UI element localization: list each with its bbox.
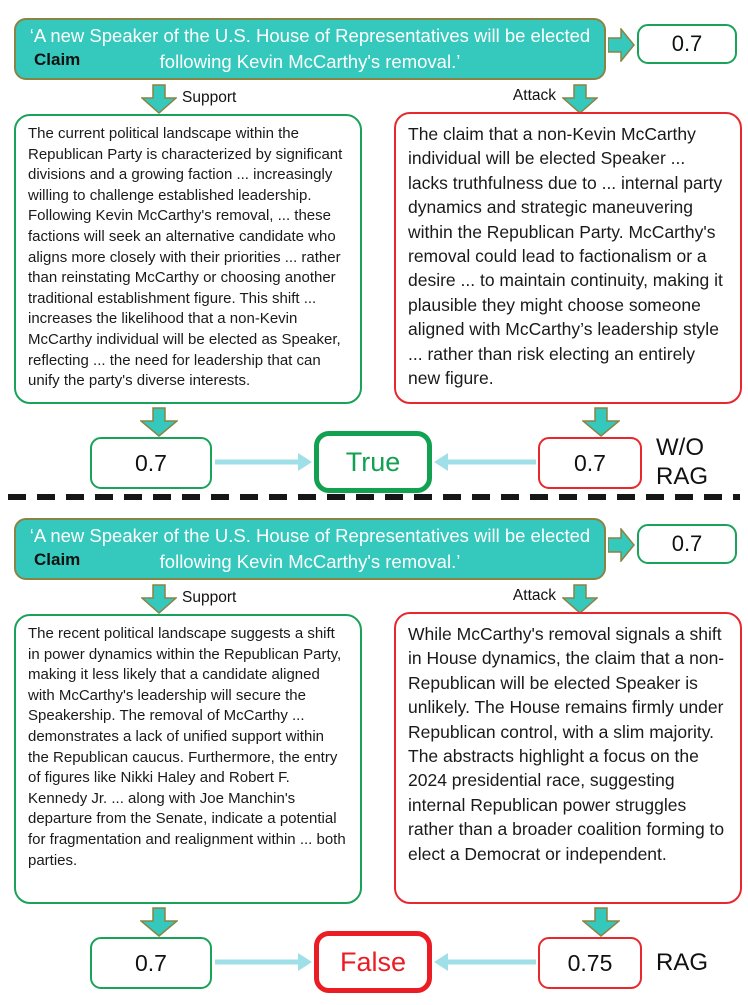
support-label: Support <box>182 89 237 106</box>
claim-text: ‘A new Speaker of the U.S. House of Representatives will be elected following Kevin McCarthy's removal.’ <box>29 525 591 572</box>
attack-arrow-icon <box>562 84 598 114</box>
mode-label: W/O RAG <box>656 434 709 490</box>
claim-score-arrow-icon <box>608 528 635 562</box>
support-score-down-arrow-icon <box>140 907 178 937</box>
support-to-verdict-arrow-icon <box>215 453 312 471</box>
claim-score-box: 0.7 <box>637 524 737 564</box>
verdict-box: True <box>314 431 432 493</box>
support-argument-box: The recent political landscape suggests a shift in power dynamics within the Republican Party, making it less likely that a candidate aligned with McCarthy's leadership will secure the Speakership. The removal of McCarthy ... demonstrates a lack of unified support within the Republican caucus. Furthermore, the entry of figures like Nikki Haley and Robert F. Kennedy Jr. ... along with Joe Manchin's departure from the Senate, indicate a potential for fragmentation and realignment within ... both parties. <box>14 614 362 904</box>
support-to-verdict-arrow-icon <box>215 953 312 971</box>
support-score-down-arrow-icon <box>140 407 178 437</box>
verdict-box: False <box>314 931 432 993</box>
claim-box <box>14 518 606 580</box>
mode-label: RAG <box>656 948 709 976</box>
support-arrow-icon <box>141 584 177 614</box>
section-with-rag <box>0 500 748 1005</box>
claim-label: Claim <box>34 550 81 569</box>
attack-to-verdict-arrow-icon <box>434 453 536 471</box>
attack-label: Attack <box>512 87 556 104</box>
support-score-box: 0.7 <box>90 437 212 489</box>
support-arrow-icon <box>141 84 177 114</box>
claim-score-box: 0.7 <box>637 24 737 64</box>
attack-score-box: 0.75 <box>538 937 642 989</box>
attack-label: Attack <box>512 587 556 604</box>
support-argument-box: The current political landscape within the Republican Party is characterized by significant divisions and a growing faction ... increasingly willing to challenge established leadership. Following Kevin McCarthy's removal, ... these factions will seek an alternative candidate who aligns more closely with their priorities ... rather than reinstating McCarthy or choosing another traditional establishment figure. This shift ... increases the likelihood that a non-Kevin McCarthy individual will be elected as Speaker, reflecting ... the need for leadership that can unify the party's diverse interests. <box>14 114 362 404</box>
section-without-rag <box>0 0 748 496</box>
claim-box <box>14 18 606 80</box>
attack-score-box: 0.7 <box>538 437 642 489</box>
support-label: Support <box>182 589 237 606</box>
claim-text: ‘A new Speaker of the U.S. House of Representatives will be elected following Kevin McCarthy's removal.’ <box>29 25 591 72</box>
attack-arrow-icon <box>562 584 598 614</box>
support-score-box: 0.7 <box>90 937 212 989</box>
attack-to-verdict-arrow-icon <box>434 953 536 971</box>
attack-argument-box: The claim that a non-Kevin McCarthy individual will be elected Speaker ... lacks truthfulness due to ... internal party dynamics and strategic maneuvering within the Republican Party. McCarthy's removal could lead to factionalism or a desire ... to maintain continuity, making it plausible they might choose someone aligned with McCarthy’s leadership style ... rather than risk electing an entirely new figure. <box>394 112 742 404</box>
attack-score-down-arrow-icon <box>582 907 620 937</box>
claim-score-arrow-icon <box>608 28 635 62</box>
claim-label: Claim <box>34 50 81 69</box>
attack-score-down-arrow-icon <box>582 407 620 437</box>
attack-argument-box: While McCarthy's removal signals a shift in House dynamics, the claim that a non-Republican will be elected Speaker is unlikely. The House remains firmly under Republican control, with a slim majority. The abstracts highlight a focus on the 2024 presidential race, suggesting internal Republican power struggles rather than a broader coalition forming to elect a Democrat or independent. <box>394 612 742 904</box>
